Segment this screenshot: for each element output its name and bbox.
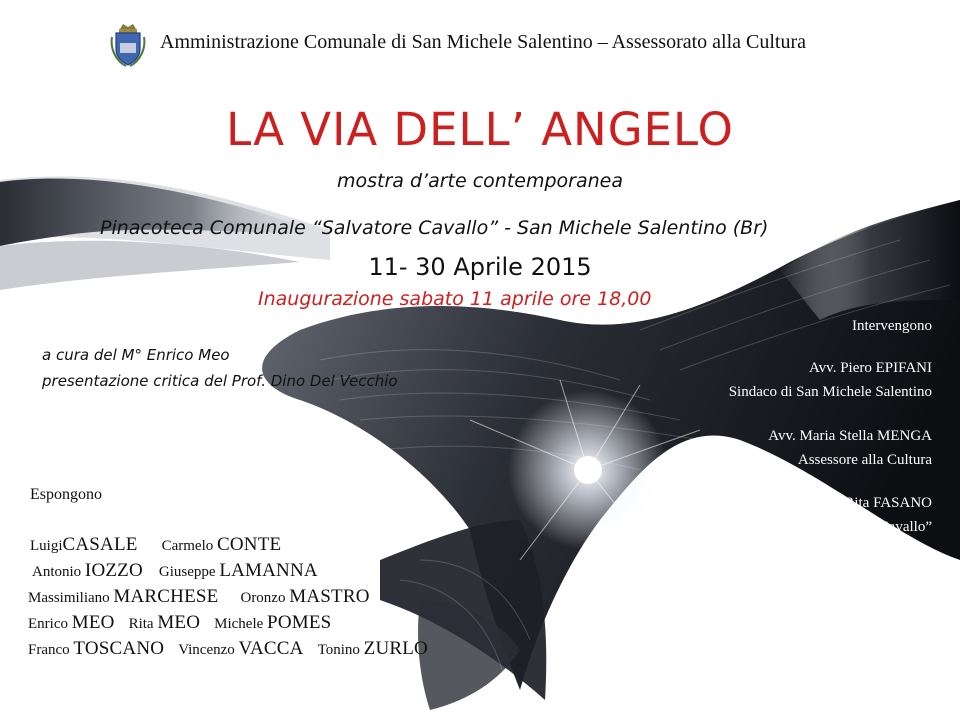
critic-line: presentazione critica del Prof. Dino Del Vecchio (42, 372, 398, 390)
speaker-2-role: Assessore alla Cultura (797, 452, 932, 468)
exhibitor-last: LAMANNA (219, 560, 318, 581)
exhibitor-row (28, 612, 331, 634)
hours-closed: Sabato e domenica chiuso (570, 644, 706, 659)
exhibitor-row (28, 586, 370, 608)
exhibitor-row (30, 534, 281, 556)
exhibitors-heading: Espongono (30, 486, 102, 503)
header-separator: – (597, 31, 608, 53)
curator-line: a cura del M° Enrico Meo (42, 346, 230, 364)
speaker-3-role: Curatrice della Pinacoteca“Salvatore Cavallo” (654, 519, 932, 535)
exhibitors-list (30, 534, 510, 664)
hours-evening: Sera :dal lunedì al venerdì ore 17,30 -.19,30 (570, 624, 799, 639)
speakers-heading: Intervengono (852, 318, 932, 334)
hours-morning: Mattina : martedì e giovedì ore 10,30 – 12,30 (570, 604, 807, 619)
exhibition-dates: 11- 30 Aprile 2015 (368, 253, 592, 281)
speaker-2-name: Avv. Maria Stella MENGA (768, 428, 932, 444)
header-line (160, 31, 806, 54)
hours-info: per info . 347 0080778 e-mail pinacoteca.cavallo@libero.it (570, 664, 878, 679)
exhibitor-first: Massimiliano (28, 590, 110, 606)
venue: Pinacoteca Comunale “Salvatore Cavallo” - San Michele Salentino (Br) (100, 217, 769, 239)
header-institution: Amministrazione Comunale di San Michele Salentino (160, 31, 593, 53)
exhibitor-row (28, 638, 428, 660)
exhibitor-last: MASTRO (289, 586, 370, 607)
exhibitor-row (32, 560, 318, 582)
exhibitor-first: Luigi (30, 538, 63, 554)
exhibitor-first: Carmelo (161, 538, 214, 554)
exhibitor-first: Vincenzo (178, 642, 235, 658)
exhibitor-last: IOZZO (84, 560, 143, 581)
exhibitor-last: ZURLO (363, 638, 428, 659)
speaker-1-role: Sindaco di San Michele Salentino (728, 384, 932, 400)
coat-of-arms-icon (110, 23, 146, 67)
exhibitor-last: CONTE (217, 534, 282, 555)
exhibitor-first: Rita (128, 616, 154, 632)
exhibitor-first: Michele (214, 616, 264, 632)
exhibition-title: LA VIA DELL’ ANGELO (226, 103, 734, 156)
exhibitor-last: MEO (71, 612, 115, 633)
exhibitor-last: MARCHESE (113, 586, 219, 607)
speaker-3-name: Prof.ssa Rita FASANO (792, 495, 932, 511)
exhibitor-first: Franco (28, 642, 70, 658)
exhibitor-last: MEO (157, 612, 201, 633)
exhibitor-first: Antonio (32, 564, 82, 580)
header-department: Assessorato alla Cultura (611, 31, 807, 53)
exhibitor-first: Enrico (28, 616, 68, 632)
exhibitor-last: TOSCANO (73, 638, 165, 659)
exhibitor-last: VACCA (238, 638, 304, 659)
inauguration: Inaugurazione sabato 11 aprile ore 18,00 (258, 288, 652, 310)
exhibitor-first: Oronzo (240, 590, 286, 606)
hours-heading: Orari di apertura: (570, 583, 675, 599)
exhibitor-last: POMES (267, 612, 332, 633)
exhibitor-first: Giuseppe (158, 564, 216, 580)
exhibitor-last: CASALE (62, 534, 138, 555)
speaker-1-name: Avv. Piero EPIFANI (808, 360, 932, 376)
exhibitor-first: Tonino (317, 642, 360, 658)
exhibition-subtitle: mostra d’arte contemporanea (337, 170, 623, 192)
